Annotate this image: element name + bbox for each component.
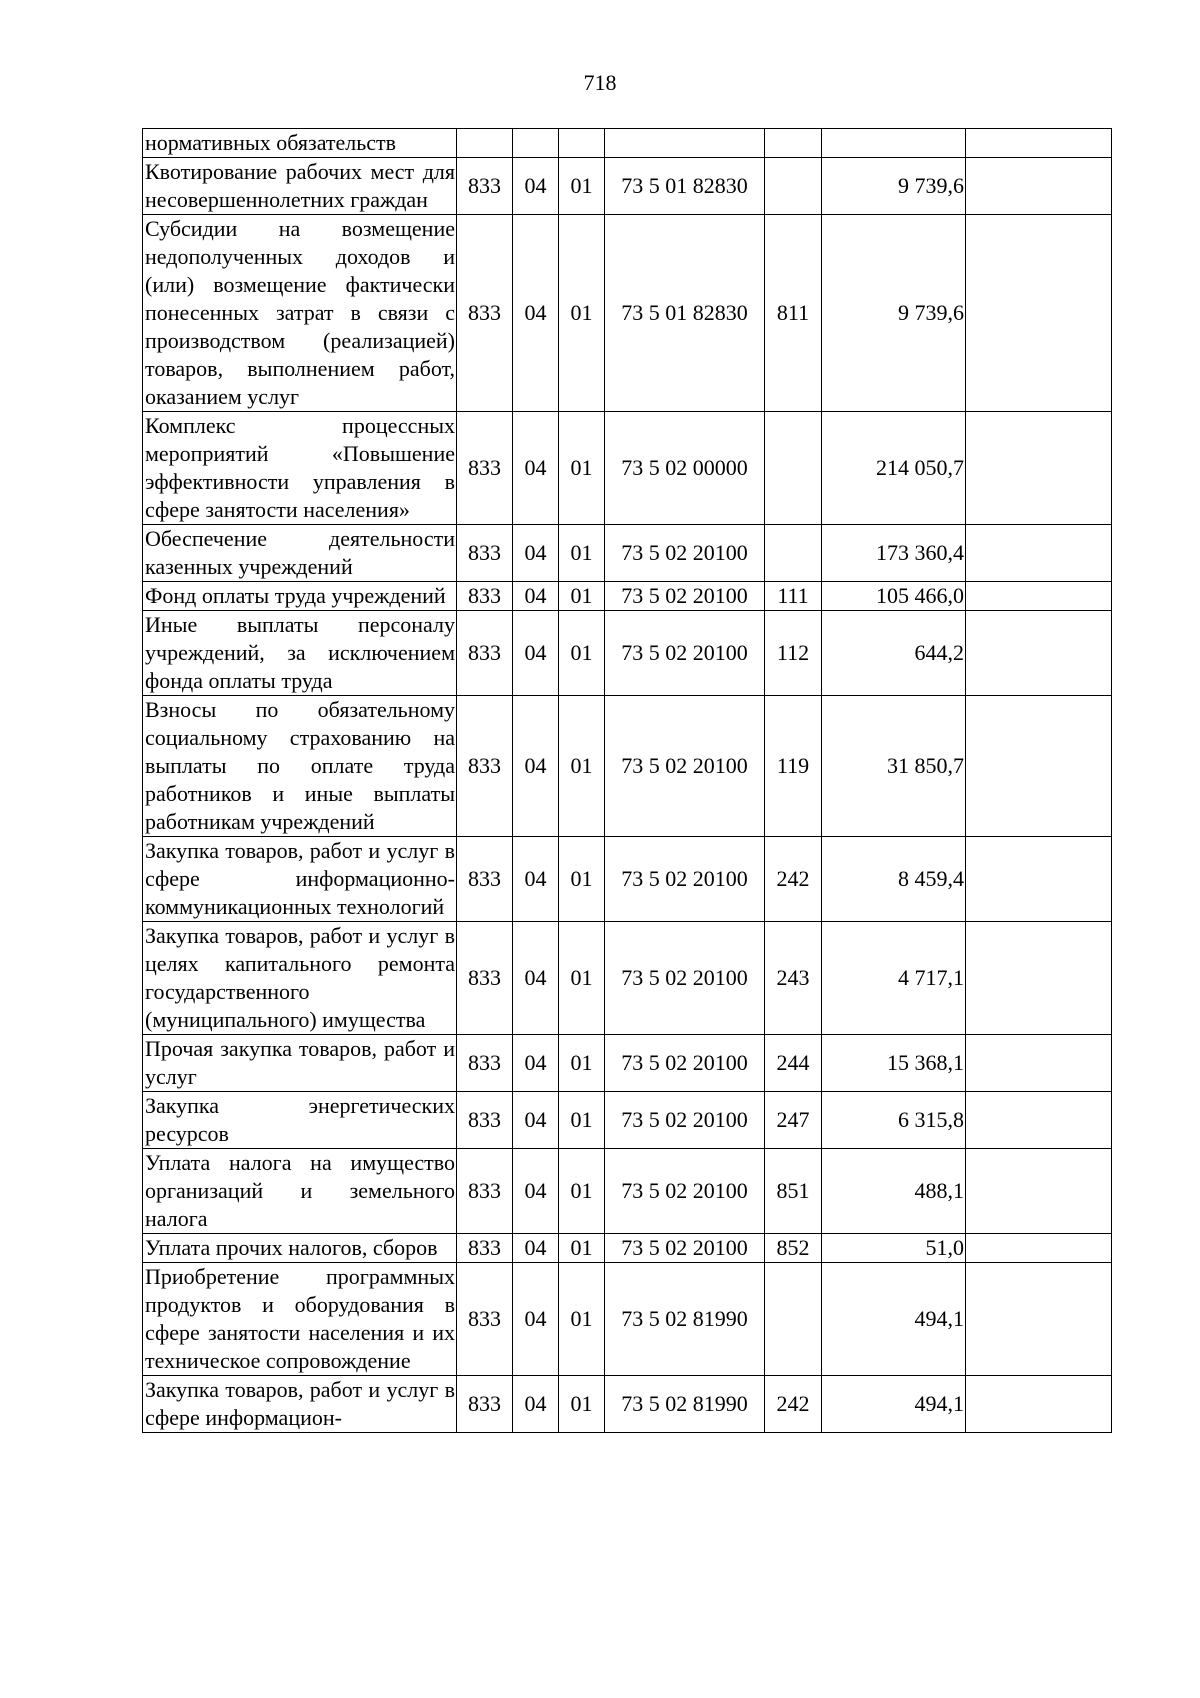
expense-type-cell: 811 [765,215,822,412]
table-row [143,525,1112,582]
target-article-cell: 73 5 02 20100 [605,1234,765,1263]
page-number: 718 [583,70,617,95]
expense-type-cell: 247 [765,1092,822,1149]
section-code-cell: 04 [513,215,559,412]
subsection-code-cell: 01 [559,1263,605,1376]
expense-name-cell: Закупка энергетических ресурсов [143,1092,457,1149]
table-row [143,1092,1112,1149]
subsection-code-cell: 01 [559,1092,605,1149]
extra-cell [966,215,1112,412]
expense-type-cell: 244 [765,1035,822,1092]
subsection-code-cell: 01 [559,696,605,837]
amount-cell: 51,0 [822,1234,966,1263]
department-code-cell: 833 [457,215,513,412]
expense-type-cell [765,129,822,158]
target-article-cell: 73 5 01 82830 [605,215,765,412]
subsection-code-cell: 01 [559,837,605,922]
section-code-cell [513,129,559,158]
subsection-code-cell: 01 [559,582,605,611]
department-code-cell: 833 [457,1092,513,1149]
section-code-cell: 04 [513,1234,559,1263]
department-code-cell: 833 [457,412,513,525]
department-code-cell: 833 [457,582,513,611]
amount-cell: 6 315,8 [822,1092,966,1149]
section-code-cell: 04 [513,158,559,215]
expense-type-cell: 112 [765,611,822,696]
expense-type-cell [765,525,822,582]
expense-name-cell: Уплата налога на имущество организаций и земельного налога [143,1149,457,1234]
section-code-cell: 04 [513,1092,559,1149]
section-code-cell: 04 [513,1149,559,1234]
section-code-cell: 04 [513,611,559,696]
extra-cell [966,582,1112,611]
subsection-code-cell: 01 [559,158,605,215]
extra-cell [966,525,1112,582]
expense-name-cell: Субсидии на возмещение недополученных доходов и (или) возмещение фактически понесенных затрат в связи с производством (реализацией) товаров, выполнением работ, оказанием услуг [143,215,457,412]
section-code-cell: 04 [513,582,559,611]
department-code-cell: 833 [457,158,513,215]
section-code-cell: 04 [513,837,559,922]
target-article-cell: 73 5 01 82830 [605,158,765,215]
expense-name-cell: Комплекс процессных мероприятий «Повышение эффективности управления в сфере занятости населения» [143,412,457,525]
table-row [143,1263,1112,1376]
subsection-code-cell: 01 [559,525,605,582]
expense-type-cell: 243 [765,922,822,1035]
subsection-code-cell: 01 [559,1376,605,1433]
subsection-code-cell: 01 [559,1149,605,1234]
extra-cell [966,129,1112,158]
target-article-cell: 73 5 02 20100 [605,1149,765,1234]
target-article-cell: 73 5 02 20100 [605,1092,765,1149]
expense-type-cell: 852 [765,1234,822,1263]
section-code-cell: 04 [513,1035,559,1092]
expense-name-cell: нормативных обязательств [143,129,457,158]
amount-cell: 15 368,1 [822,1035,966,1092]
department-code-cell: 833 [457,696,513,837]
amount-cell: 9 739,6 [822,215,966,412]
amount-cell: 214 050,7 [822,412,966,525]
extra-cell [966,1376,1112,1433]
extra-cell [966,1035,1112,1092]
table-row [143,611,1112,696]
table-row [143,582,1112,611]
expense-type-cell [765,412,822,525]
table-row [143,1035,1112,1092]
amount-cell [822,129,966,158]
expense-name-cell: Приобретение программных продуктов и оборудования в сфере занятости населения и их техническое сопровождение [143,1263,457,1376]
amount-cell: 31 850,7 [822,696,966,837]
department-code-cell: 833 [457,611,513,696]
expense-type-cell: 119 [765,696,822,837]
department-code-cell: 833 [457,1234,513,1263]
expense-type-cell: 851 [765,1149,822,1234]
table-row [143,922,1112,1035]
expense-type-cell: 242 [765,837,822,922]
subsection-code-cell: 01 [559,922,605,1035]
extra-cell [966,1263,1112,1376]
budget-table [142,128,1112,1433]
amount-cell: 9 739,6 [822,158,966,215]
table-row [143,129,1112,158]
target-article-cell: 73 5 02 20100 [605,922,765,1035]
section-code-cell: 04 [513,696,559,837]
section-code-cell: 04 [513,922,559,1035]
target-article-cell [605,129,765,158]
target-article-cell: 73 5 02 20100 [605,611,765,696]
extra-cell [966,1092,1112,1149]
table-row [143,696,1112,837]
expense-name-cell: Фонд оплаты труда учреждений [143,582,457,611]
department-code-cell: 833 [457,837,513,922]
subsection-code-cell: 01 [559,1035,605,1092]
expense-type-cell [765,158,822,215]
table-body [143,129,1112,1433]
amount-cell: 644,2 [822,611,966,696]
extra-cell [966,1234,1112,1263]
department-code-cell: 833 [457,1035,513,1092]
expense-name-cell: Закупка товаров, работ и услуг в сфере информационно-коммуникационных технологий [143,837,457,922]
extra-cell [966,412,1112,525]
expense-name-cell: Уплата прочих налогов, сборов [143,1234,457,1263]
subsection-code-cell: 01 [559,412,605,525]
department-code-cell: 833 [457,922,513,1035]
target-article-cell: 73 5 02 20100 [605,1035,765,1092]
department-code-cell: 833 [457,1376,513,1433]
subsection-code-cell: 01 [559,1234,605,1263]
amount-cell: 173 360,4 [822,525,966,582]
target-article-cell: 73 5 02 81990 [605,1263,765,1376]
amount-cell: 105 466,0 [822,582,966,611]
extra-cell [966,922,1112,1035]
department-code-cell: 833 [457,1263,513,1376]
section-code-cell: 04 [513,525,559,582]
expense-name-cell: Обеспечение деятельности казенных учреждений [143,525,457,582]
table-row [143,1376,1112,1433]
target-article-cell: 73 5 02 00000 [605,412,765,525]
table-row [143,412,1112,525]
amount-cell: 8 459,4 [822,837,966,922]
table-row [143,158,1112,215]
extra-cell [966,837,1112,922]
target-article-cell: 73 5 02 20100 [605,696,765,837]
expense-type-cell: 242 [765,1376,822,1433]
section-code-cell: 04 [513,1376,559,1433]
extra-cell [966,696,1112,837]
expense-name-cell: Прочая закупка товаров, работ и услуг [143,1035,457,1092]
extra-cell [966,158,1112,215]
extra-cell [966,1149,1112,1234]
subsection-code-cell [559,129,605,158]
amount-cell: 494,1 [822,1376,966,1433]
expense-name-cell: Квотирование рабочих мест для несовершеннолетних граждан [143,158,457,215]
extra-cell [966,611,1112,696]
amount-cell: 4 717,1 [822,922,966,1035]
section-code-cell: 04 [513,1263,559,1376]
expense-name-cell: Иные выплаты персоналу учреждений, за исключением фонда оплаты труда [143,611,457,696]
section-code-cell: 04 [513,412,559,525]
table-row [143,1149,1112,1234]
target-article-cell: 73 5 02 20100 [605,525,765,582]
subsection-code-cell: 01 [559,611,605,696]
expense-type-cell: 111 [765,582,822,611]
expense-name-cell: Взносы по обязательному социальному страхованию на выплаты по оплате труда работников и иные выплаты работникам учреждений [143,696,457,837]
expense-type-cell [765,1263,822,1376]
expense-name-cell: Закупка товаров, работ и услуг в сфере информацион- [143,1376,457,1433]
department-code-cell [457,129,513,158]
table-row [143,837,1112,922]
department-code-cell: 833 [457,1149,513,1234]
amount-cell: 494,1 [822,1263,966,1376]
amount-cell: 488,1 [822,1149,966,1234]
table-row [143,215,1112,412]
subsection-code-cell: 01 [559,215,605,412]
department-code-cell: 833 [457,525,513,582]
expense-name-cell: Закупка товаров, работ и услуг в целях капитального ремонта государственного (муниципального) имущества [143,922,457,1035]
target-article-cell: 73 5 02 20100 [605,837,765,922]
target-article-cell: 73 5 02 20100 [605,582,765,611]
target-article-cell: 73 5 02 81990 [605,1376,765,1433]
table-row [143,1234,1112,1263]
